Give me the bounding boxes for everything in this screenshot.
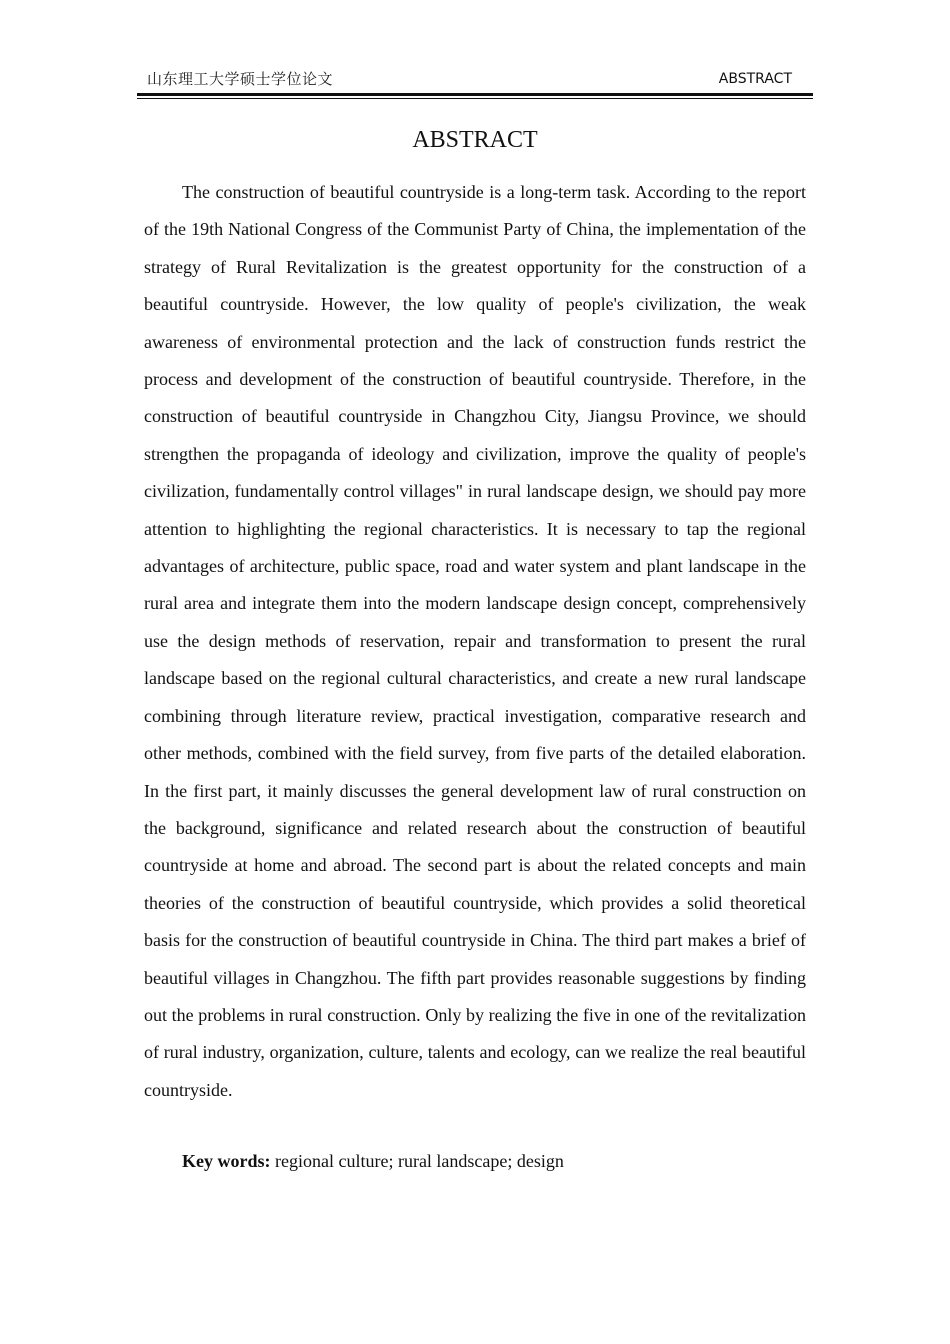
keywords-value: regional culture; rural landscape; design [270, 1151, 564, 1171]
running-header [139, 66, 812, 92]
keywords-line [182, 1146, 564, 1176]
header-rule-thick [137, 93, 813, 96]
header-section-title: ABSTRACT [718, 71, 792, 87]
keywords-label: Key words: [182, 1151, 271, 1171]
header-rule-thin [137, 98, 813, 99]
abstract-paragraph: The construction of beautiful countryside is a long-term task. According to the report of the 19th National Congress of the Communist Party of China, the implementation of the strategy of Rural Revitalization is the greatest opportunity for the construction of a beautiful countryside. However, the low quality of people's civilization, the weak awareness of environmental protection and the lack of construction funds restrict the process and development of the construction of beautiful countryside. Therefore, in the construction of beautiful countryside in Changzhou City, Jiangsu Province, we should strengthen the propaganda of ideology and civilization, improve the quality of people's civilization, fundamentally control villages" in rural landscape design, we should pay more attention to highlighting the regional characteristics. It is necessary to tap the regional advantages of architecture, public space, road and water system and plant landscape in the rural area and integrate them into the modern landscape design concept, comprehensively use the design methods of reservation, repair and transformation to present the rural landscape based on the regional cultural characteristics, and create a new rural landscape combining through literature review, practical investigation, comparative research and other methods, combined with the field survey, from five parts of the detailed elaboration. In the first part, it mainly discusses the general development law of rural construction on the background, significance and related research about the construction of beautiful countryside at home and abroad. The second part is about the related concepts and main theories of the construction of beautiful countryside, which provides a solid theoretical basis for the construction of beautiful countryside in China. The third part makes a brief of beautiful villages in Changzhou. The fifth part provides reasonable suggestions by finding out the problems in rural construction. Only by realizing the five in one of the revitalization of rural industry, organization, culture, talents and ecology, can we realize the real beautiful countryside. [144, 182, 806, 1100]
page-title: ABSTRACT [412, 127, 538, 153]
header-university-title: 山东理工大学硕士学位论文 [147, 70, 334, 88]
